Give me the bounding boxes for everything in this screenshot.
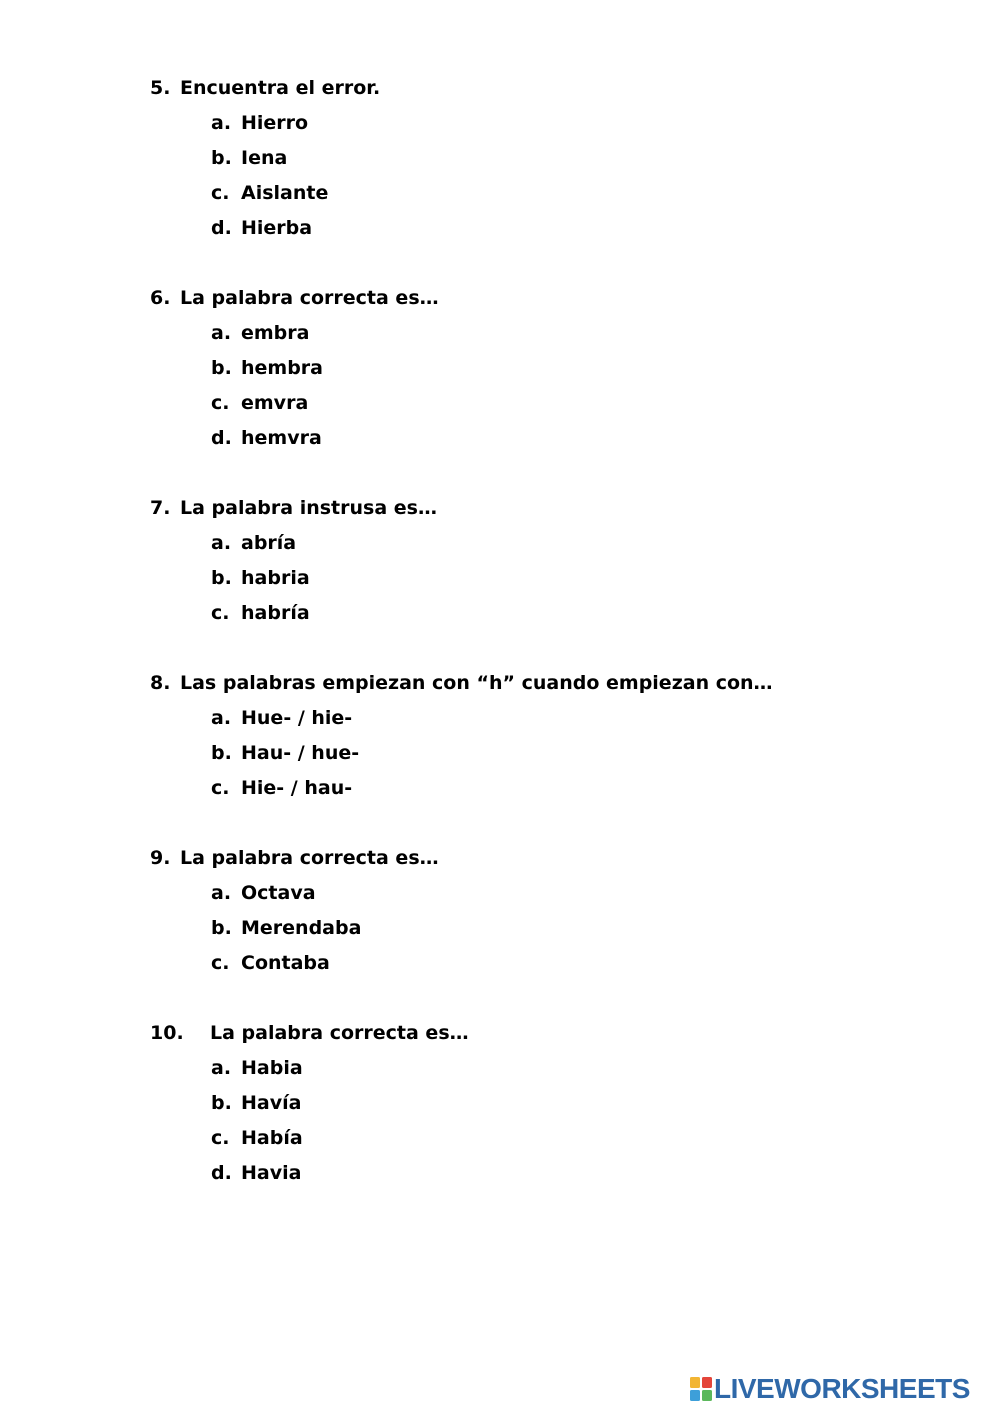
question-prompt (150, 494, 950, 529)
option-text: Habia (241, 1057, 303, 1079)
question-6 (150, 284, 950, 459)
question-number: 6. (150, 287, 171, 309)
option-letter: c. (211, 1127, 230, 1149)
option-letter: a. (211, 882, 232, 904)
worksheet (150, 74, 950, 1229)
question-text: La palabra correcta es… (180, 847, 439, 869)
option-d[interactable] (150, 424, 950, 459)
option-a[interactable] (150, 109, 950, 144)
option-a[interactable] (150, 1054, 950, 1089)
option-letter: c. (211, 182, 230, 204)
question-prompt (150, 74, 950, 109)
option-letter: b. (211, 357, 232, 379)
option-text: abría (241, 532, 297, 554)
option-b[interactable] (150, 354, 950, 389)
option-letter: d. (211, 427, 232, 449)
option-a[interactable] (150, 879, 950, 914)
option-d[interactable] (150, 214, 950, 249)
option-letter: a. (211, 532, 232, 554)
question-5 (150, 74, 950, 249)
option-a[interactable] (150, 529, 950, 564)
question-prompt (150, 284, 950, 319)
option-c[interactable] (150, 389, 950, 424)
question-prompt (150, 1019, 950, 1054)
option-letter: b. (211, 742, 232, 764)
option-text: Hie- / hau- (241, 777, 353, 799)
option-letter: d. (211, 217, 232, 239)
option-letter: c. (211, 777, 230, 799)
question-number: 9. (150, 847, 171, 869)
option-text: Hierro (241, 112, 309, 134)
option-letter: a. (211, 112, 232, 134)
option-c[interactable] (150, 949, 950, 984)
option-letter: c. (211, 602, 230, 624)
question-number: 8. (150, 672, 171, 694)
option-text: Merendaba (241, 917, 362, 939)
question-text: La palabra correcta es… (180, 287, 439, 309)
question-prompt (150, 669, 950, 704)
liveworksheets-logo[interactable] (690, 1372, 970, 1406)
option-text: Contaba (241, 952, 330, 974)
option-text: Hierba (241, 217, 313, 239)
option-letter: b. (211, 917, 232, 939)
option-text: habría (241, 602, 310, 624)
option-a[interactable] (150, 704, 950, 739)
option-letter: a. (211, 707, 232, 729)
question-9 (150, 844, 950, 984)
question-number: 10. (150, 1022, 184, 1044)
option-letter: b. (211, 567, 232, 589)
option-letter: c. (211, 392, 230, 414)
question-text: Encuentra el error. (180, 77, 381, 99)
option-a[interactable] (150, 319, 950, 354)
option-letter: b. (211, 1092, 232, 1114)
option-letter: a. (211, 322, 232, 344)
option-text: embra (241, 322, 310, 344)
option-b[interactable] (150, 914, 950, 949)
brand-name: LIVEWORKSHEETS (714, 1373, 970, 1404)
option-text: Aislante (241, 182, 329, 204)
option-b[interactable] (150, 564, 950, 599)
option-c[interactable] (150, 774, 950, 809)
option-text: Havia (241, 1162, 302, 1184)
option-text: emvra (241, 392, 309, 414)
option-b[interactable] (150, 1089, 950, 1124)
option-letter: d. (211, 1162, 232, 1184)
option-c[interactable] (150, 1124, 950, 1159)
option-text: Hau- / hue- (241, 742, 360, 764)
option-letter: a. (211, 1057, 232, 1079)
question-7 (150, 494, 950, 634)
option-text: Hue- / hie- (241, 707, 353, 729)
question-10 (150, 1019, 950, 1194)
option-c[interactable] (150, 599, 950, 634)
option-letter: b. (211, 147, 232, 169)
question-text: Las palabras empiezan con “h” cuando empiezan con… (180, 672, 773, 694)
question-8 (150, 669, 950, 809)
option-text: hembra (241, 357, 324, 379)
option-b[interactable] (150, 144, 950, 179)
option-c[interactable] (150, 179, 950, 214)
liveworksheets-logo-icon (690, 1377, 712, 1401)
option-text: Había (241, 1127, 303, 1149)
option-text: Havía (241, 1092, 302, 1114)
question-number: 7. (150, 497, 171, 519)
option-text: Octava (241, 882, 316, 904)
question-text: La palabra instrusa es… (180, 497, 437, 519)
option-letter: c. (211, 952, 230, 974)
option-text: hemvra (241, 427, 322, 449)
option-text: Iena (241, 147, 288, 169)
question-text: La palabra correcta es… (210, 1022, 469, 1044)
question-number: 5. (150, 77, 171, 99)
option-d[interactable] (150, 1159, 950, 1194)
option-b[interactable] (150, 739, 950, 774)
question-prompt (150, 844, 950, 879)
option-text: habria (241, 567, 310, 589)
